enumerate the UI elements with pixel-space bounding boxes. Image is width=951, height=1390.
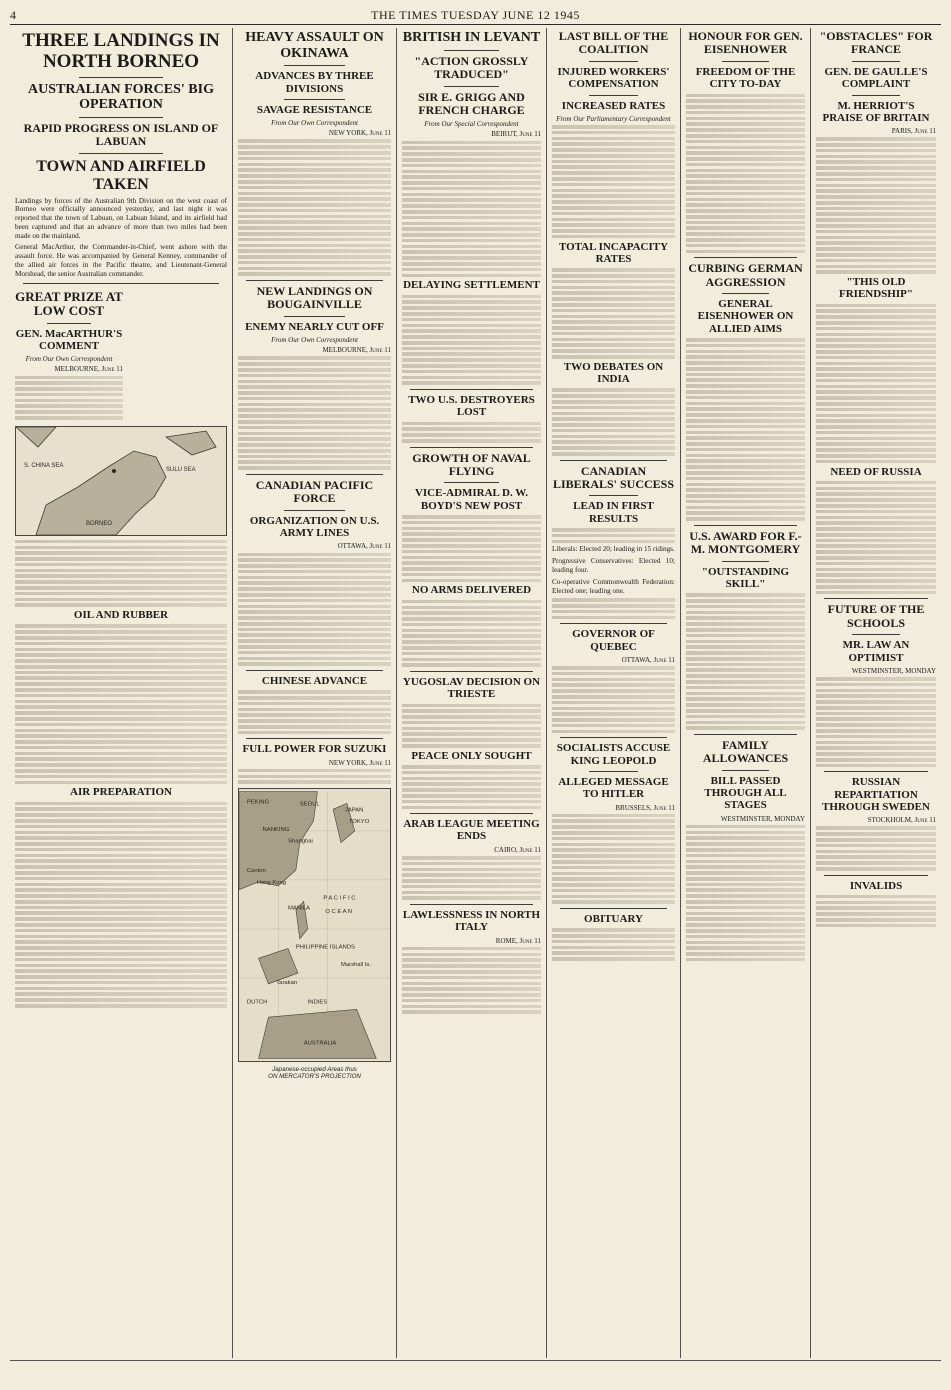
- section-savage: SAVAGE RESISTANCE: [256, 103, 373, 116]
- column-borneo: [10, 28, 232, 1358]
- dateline: NEW YORK, June 11: [328, 758, 391, 767]
- dateline: MELBOURNE, June 11: [322, 346, 391, 355]
- headline-arms: NO ARMS DELIVERED: [411, 584, 532, 597]
- footer-rule: [10, 1360, 941, 1361]
- divider: [824, 598, 928, 599]
- dateline: OTTAWA, June 11: [621, 655, 675, 664]
- subhead-hitler: ALLEGED MESSAGE TO HITLER: [558, 775, 669, 801]
- divider: [79, 77, 164, 78]
- column-france: [810, 28, 941, 1358]
- dateline: CAIRO, June 11: [494, 845, 541, 854]
- subhead-oil-rubber: OIL AND RUBBER: [73, 609, 169, 622]
- headline-okinawa: HEAVY ASSAULT ON OKINAWA: [245, 30, 384, 61]
- map-caption-2: ON MERCATOR'S PROJECTION: [268, 1073, 361, 1080]
- subhead-macarthur: GEN. MacARTHUR'S COMMENT: [15, 327, 123, 352]
- lead-paragraph-2: General MacArthur, the Commander-in-Chief, went ashore with the assault force. He was accompanied by General Kenney, commander of the allied air forces in the Pacific theatre, and Lieutenant-General Morshead, the senior Australian commander.: [15, 243, 227, 278]
- headline-arab: ARAB LEAGUE MEETING ENDS: [403, 818, 540, 843]
- headline-socialists: SOCIALISTS ACCUSE KING LEOPOLD: [556, 742, 671, 767]
- divider: [284, 316, 345, 317]
- headline-invalids: INVALIDS: [849, 879, 903, 892]
- section-rates: INCREASED RATES: [561, 99, 666, 112]
- divider: [852, 61, 900, 62]
- headline-quebec: GOVERNOR OF QUEBEC: [572, 628, 655, 653]
- column-levant: [396, 28, 546, 1358]
- divider: [852, 634, 900, 635]
- map-label-japan: JAPAN: [344, 807, 364, 814]
- byline: From Our Own Correspondent: [25, 355, 113, 364]
- map-label-nanking: NANKING: [262, 826, 290, 833]
- divider: [284, 99, 345, 100]
- divider: [722, 293, 770, 294]
- divider: [246, 474, 383, 475]
- divider: [560, 908, 667, 909]
- split-section: [15, 288, 227, 422]
- divider: [284, 510, 345, 511]
- divider: [444, 86, 500, 87]
- map-label-sulu-sea: SULU SEA: [166, 466, 196, 473]
- headline-family: FAMILY ALLOWANCES: [702, 737, 789, 766]
- divider: [284, 65, 345, 66]
- subhead-lead: LEAD IN FIRST RESULTS: [573, 500, 654, 525]
- byline: From Our Own Correspondent: [271, 336, 358, 345]
- subhead-airfield: TOWN AND AIRFIELD TAKEN: [36, 157, 206, 193]
- subhead-labuan: RAPID PROGRESS ON ISLAND OF LABUAN: [23, 120, 219, 149]
- map-label-seoul: SEOUL: [299, 801, 320, 808]
- divider: [79, 117, 164, 118]
- headline-russia: NEED OF RUSSIA: [830, 465, 922, 478]
- subhead-cut-off: ENEMY NEARLY CUT OFF: [245, 320, 384, 333]
- divider: [410, 389, 533, 390]
- divider: [589, 771, 638, 772]
- map-caption: Japanese-occupied Areas thus: [272, 1066, 357, 1073]
- map-label-manila: MANILA: [288, 905, 310, 912]
- headline-peace: PEACE ONLY SOUGHT: [411, 749, 532, 762]
- divider: [589, 495, 638, 496]
- dateline: WESTMINSTER, MONDAY: [851, 666, 936, 675]
- subhead-herriot: M. HERRIOT'S PRAISE OF BRITAIN: [822, 99, 930, 124]
- headline-chinese: CHINESE ADVANCE: [261, 674, 368, 687]
- subhead-de-gaulle: GEN. DE GAULLE'S COMPLAINT: [824, 65, 928, 91]
- divider: [410, 671, 533, 672]
- headline-lawless: LAWLESSNESS IN NORTH ITALY: [402, 909, 541, 934]
- divider: [246, 280, 383, 281]
- headline-coalition: LAST BILL OF THE COALITION: [558, 29, 669, 57]
- map-label-borneo: BORNEO: [86, 520, 113, 527]
- headline-canadian: CANADIAN PACIFIC FORCE: [255, 477, 374, 506]
- result-conservatives: Progressive Conservatives: Elected 10; leading four.: [552, 557, 675, 574]
- divider: [852, 95, 900, 96]
- divider: [410, 904, 533, 905]
- byline: From Our Own Correspondent: [271, 119, 358, 128]
- divider: [246, 738, 383, 739]
- subhead-injured: INJURED WORKERS' COMPENSATION: [557, 65, 670, 91]
- map-label-dutch: DUTCH: [246, 999, 268, 1006]
- map-label-china-sea: S. CHINA SEA: [24, 462, 64, 469]
- divider: [560, 460, 667, 461]
- divider: [410, 447, 533, 448]
- dateline: NEW YORK, June 11: [328, 129, 391, 138]
- result-liberals: Liberals: Elected 20; leading in 15 ridings.: [552, 545, 675, 554]
- subhead-freedom: FREEDOM OF THE CITY TO-DAY: [695, 65, 796, 91]
- headline-suzuki: FULL POWER FOR SUZUKI: [242, 743, 387, 756]
- subhead-optimist: MR. LAW AN OPTIMIST: [842, 639, 910, 664]
- map-label-australia: AUSTRALIA: [303, 1040, 337, 1047]
- headline-eisenhower: HONOUR FOR GEN. EISENHOWER: [688, 29, 803, 57]
- subhead-org: ORGANIZATION ON U.S. ARMY LINES: [249, 514, 380, 540]
- dateline: MELBOURNE, June 11: [54, 365, 123, 374]
- masthead: [10, 6, 941, 25]
- divider: [694, 257, 797, 258]
- divider: [694, 734, 797, 735]
- headline-schools: FUTURE OF THE SCHOOLS: [827, 602, 925, 630]
- prize-column: [15, 288, 123, 422]
- headline-yugoslav: YUGOSLAV DECISION ON TRIESTE: [402, 675, 541, 701]
- divider: [560, 737, 667, 738]
- dateline: STOCKHOLM, June 11: [867, 816, 936, 825]
- lead-paragraph: Landings by forces of the Australian 9th Division on the west coast of Borneo were officially announced yesterday, and last night it was reported that the town of Labuan, on Labuan Island, and its airfield had been captured and that an advance of more than two miles had been made on the mainland.: [15, 196, 227, 240]
- headline-reparation: RUSSIAN REPARTIATION THROUGH SWEDEN: [822, 776, 930, 813]
- page-number: 4: [10, 8, 16, 22]
- divider: [722, 61, 770, 62]
- map-label-tarakan: Tarakan: [276, 979, 298, 986]
- divider: [824, 875, 928, 876]
- subhead-air-preparation: AIR PREPARATION: [70, 786, 172, 799]
- divider: [722, 561, 770, 562]
- map-label-ocean: O C E A N: [325, 909, 353, 916]
- column-okinawa: [232, 28, 396, 1358]
- map-label-tokyo: TOKYO: [348, 819, 370, 826]
- subhead-grigg: SIR E. GRIGG AND FRENCH CHARGE: [418, 89, 525, 117]
- headline-curbing: CURBING GERMAN AGGRESSION: [688, 261, 803, 289]
- divider: [246, 670, 383, 671]
- masthead-title: THE TIMES TUESDAY JUNE 12 1945: [371, 8, 580, 22]
- divider: [722, 770, 770, 771]
- divider: [23, 283, 219, 284]
- column-eisenhower: [680, 28, 810, 1358]
- headline-borneo: THREE LANDINGS IN NORTH BORNEO: [22, 30, 220, 73]
- headline-bougainville: NEW LANDINGS ON BOUGAINVILLE: [256, 284, 373, 312]
- divider: [410, 813, 533, 814]
- subhead-advances: ADVANCES BY THREE DIVISIONS: [255, 70, 374, 95]
- map-label-pacific: P A C I F I C: [323, 895, 356, 902]
- headline-naval: GROWTH OF NAVAL FLYING: [412, 450, 531, 478]
- headline-levant: BRITISH IN LEVANT: [402, 30, 541, 45]
- columns: [10, 28, 941, 1358]
- pacific-map: [238, 788, 391, 1062]
- map-label-canton: Canton: [246, 868, 266, 875]
- headline-destroyers: TWO U.S. DESTROYERS LOST: [408, 393, 535, 419]
- headline-obstacles: "OBSTACLES" FOR FRANCE: [819, 29, 933, 57]
- dateline: OTTAWA, June 11: [337, 542, 391, 551]
- map-label-philippines: PHILIPPINE ISLANDS: [295, 944, 355, 951]
- map-label-indies: INDIES: [307, 999, 328, 1006]
- divider: [560, 623, 667, 624]
- dateline: PARIS, June 11: [891, 127, 936, 136]
- headline-india: TWO DEBATES ON INDIA: [563, 360, 664, 386]
- subhead-skill: "OUTSTANDING SKILL": [701, 565, 790, 590]
- subhead-allied-aims: GENERAL EISENHOWER ON ALLIED AIMS: [697, 298, 794, 335]
- divider: [589, 95, 638, 96]
- dateline: BEIRUT, June 11: [491, 130, 541, 139]
- headline-incapacity: TOTAL INCAPACITY RATES: [558, 240, 669, 265]
- map-label-marshall: Marshall Is.: [340, 962, 372, 969]
- divider: [589, 61, 638, 62]
- column-coalition: [546, 28, 680, 1358]
- headline-liberals: CANADIAN LIBERALS' SUCCESS: [552, 463, 675, 491]
- divider: [444, 482, 500, 483]
- divider: [824, 771, 928, 772]
- map-label-shanghai: Shanghai: [288, 838, 313, 845]
- dateline: WESTMINSTER, MONDAY: [720, 814, 805, 823]
- subhead-boyd: VICE-ADMIRAL D. W. BOYD'S NEW POST: [414, 487, 529, 512]
- dateline: ROME, June 11: [495, 936, 541, 945]
- headline-obituary: OBITUARY: [584, 913, 643, 925]
- subhead-traduced: "ACTION GROSSLY TRADUCED": [414, 53, 529, 82]
- headline-delay: DELAYING SETTLEMENT: [403, 279, 540, 292]
- headline-prize: GREAT PRIZE AT LOW COST: [15, 288, 123, 319]
- divider: [79, 153, 164, 154]
- map-label-peking: PEKING: [246, 799, 270, 806]
- map-label-hongkong: Hong Kong: [256, 879, 287, 886]
- byline: From Our Special Correspondent: [424, 120, 519, 129]
- result-ccf: Co-operative Commonwealth Federation: Elected one; leading one.: [552, 577, 675, 595]
- divider: [694, 525, 797, 526]
- headline-award: U.S. AWARD FOR F.-M. MONTGOMERY: [689, 528, 802, 557]
- divider: [444, 50, 500, 51]
- divider: [47, 323, 90, 324]
- subhead-australian: AUSTRALIAN FORCES' BIG OPERATION: [28, 81, 214, 113]
- subhead-bill-passed: BILL PASSED THROUGH ALL STAGES: [704, 774, 787, 812]
- dateline: BRUSSELS, June 11: [615, 803, 675, 812]
- byline: From Our Parliamentary Correspondent: [556, 114, 671, 123]
- borneo-map: [15, 426, 227, 536]
- headline-friendship: "THIS OLD FRIENDSHIP": [839, 276, 913, 301]
